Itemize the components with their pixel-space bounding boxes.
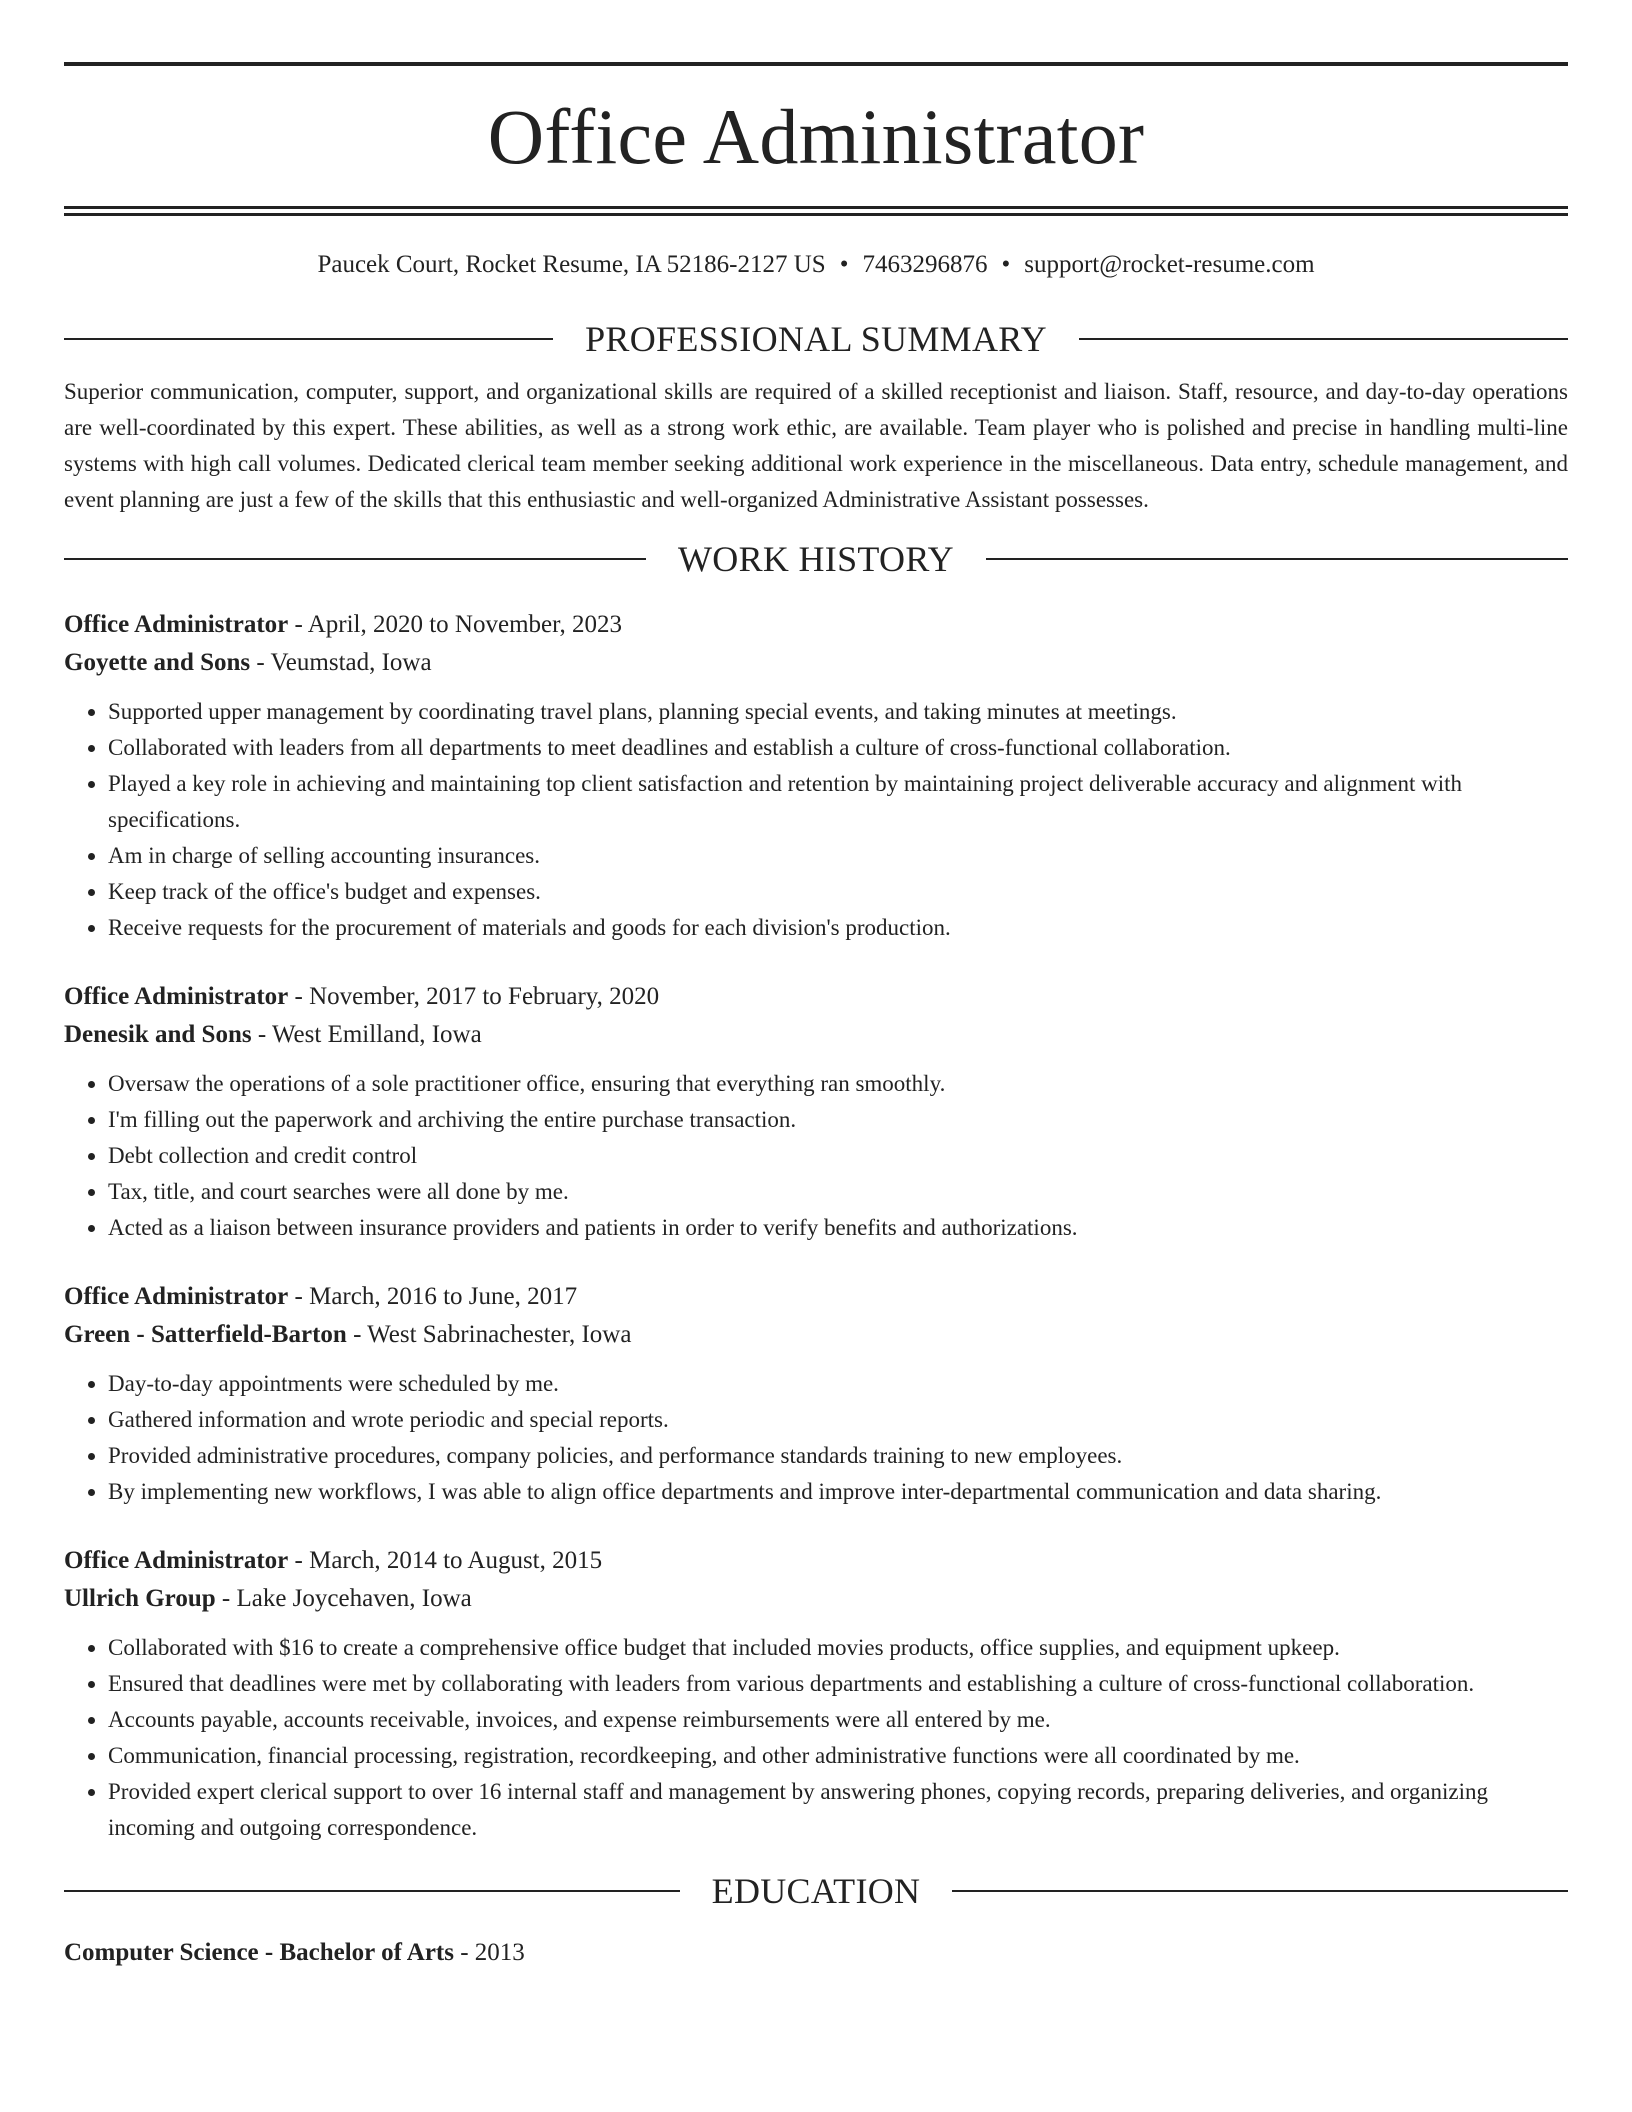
job-company-line	[64, 1580, 1568, 1618]
job-bullet: • I'm filling out the paperwork and archiving the entire purchase transaction.	[108, 1102, 1568, 1138]
job-bullet: • Collaborated with leaders from all departments to meet deadlines and establish a culture of cross-functional collaboration.	[108, 730, 1568, 766]
job-entry	[64, 1278, 1568, 1510]
job-company-line	[64, 1016, 1568, 1054]
job-entry	[64, 1542, 1568, 1846]
job-location: - West Emilland, Iowa	[251, 1021, 482, 1048]
heading-rule-right	[952, 1890, 1568, 1892]
job-bullet: • Gathered information and wrote periodic and special reports.	[108, 1402, 1568, 1438]
summary-text: Superior communication, computer, support, and organizational skills are required of a skilled receptionist and liaison. Staff, resource, and day-to-day operations are well-coordinated by this expert. These abilities, as well as a strong work ethic, are available. Team player who is polished and precise in handling multi-line systems with high call volumes. Dedicated clerical team member seeking additional work experience in the miscellaneous. Data entry, schedule management, and event planning are just a few of the skills that this enthusiastic and well-organized Administrative Assistant possesses.	[64, 379, 1568, 512]
job-company-line	[64, 1316, 1568, 1354]
job-title-line	[64, 978, 1568, 1016]
job-company: Green - Satterfield-Barton	[64, 1321, 347, 1348]
job-entry	[64, 978, 1568, 1246]
job-company: Denesik and Sons	[64, 1021, 252, 1048]
contact-separator: •	[1001, 251, 1011, 278]
job-bullet: • Debt collection and credit control	[108, 1138, 1568, 1174]
education-year: - 2013	[453, 1939, 525, 1966]
job-bullet: • Oversaw the operations of a sole practitioner office, ensuring that everything ran smoothly.	[108, 1066, 1568, 1102]
education-line	[64, 1934, 1568, 1972]
job-bullet-list	[64, 694, 1568, 946]
title-double-rule	[64, 206, 1568, 216]
heading-rule-right	[986, 558, 1568, 560]
section-heading-summary	[64, 318, 1568, 360]
job-title: Office Administrator	[64, 1283, 289, 1310]
job-location: - Veumstad, Iowa	[250, 649, 432, 676]
job-entry	[64, 606, 1568, 946]
contact-address: Paucek Court, Rocket Resume, IA 52186-2127 US	[317, 251, 826, 278]
job-title-line	[64, 1278, 1568, 1316]
job-location: - Lake Joycehaven, Iowa	[215, 1585, 472, 1612]
job-bullet-list	[64, 1630, 1568, 1846]
contact-phone: 7463296876	[862, 251, 988, 278]
job-bullet: • Accounts payable, accounts receivable, invoices, and expense reimbursements were all entered by me.	[108, 1702, 1568, 1738]
contact-line	[64, 250, 1568, 280]
job-location: - West Sabrinachester, Iowa	[346, 1321, 632, 1348]
job-dates: - April, 2020 to November, 2023	[288, 611, 622, 638]
job-dates: - November, 2017 to February, 2020	[288, 983, 660, 1010]
job-bullet: • Keep track of the office's budget and expenses.	[108, 874, 1568, 910]
job-company-line	[64, 644, 1568, 682]
section-heading-label: WORK HISTORY	[678, 539, 954, 579]
job-title: Office Administrator	[64, 983, 289, 1010]
job-bullet: • Am in charge of selling accounting insurances.	[108, 838, 1568, 874]
job-bullet-list	[64, 1366, 1568, 1510]
job-company: Ullrich Group	[64, 1585, 216, 1612]
heading-rule-left	[64, 558, 646, 560]
resume-title: Office Administrator	[487, 93, 1145, 180]
job-title-line	[64, 606, 1568, 644]
job-bullet: • Provided expert clerical support to over 16 internal staff and management by answering phones, copying records, preparing deliveries, and organizing incoming and outgoing correspondence.	[108, 1774, 1568, 1846]
job-bullet-list	[64, 1066, 1568, 1246]
job-bullet: • Collaborated with $16 to create a comprehensive office budget that included movies products, office supplies, and equipment upkeep.	[108, 1630, 1568, 1666]
job-bullet: • Ensured that deadlines were met by collaborating with leaders from various departments and establishing a culture of cross-functional collaboration.	[108, 1666, 1568, 1702]
job-bullet: • Receive requests for the procurement of materials and goods for each division's production.	[108, 910, 1568, 946]
job-bullet: • Acted as a liaison between insurance providers and patients in order to verify benefits and authorizations.	[108, 1210, 1568, 1246]
heading-rule-left	[64, 338, 553, 340]
job-title: Office Administrator	[64, 611, 289, 638]
heading-rule-left	[64, 1890, 680, 1892]
section-heading-education	[64, 1870, 1568, 1912]
section-heading-label: PROFESSIONAL SUMMARY	[585, 319, 1047, 359]
contact-separator: •	[839, 251, 849, 278]
job-title: Office Administrator	[64, 1547, 289, 1574]
job-title-line	[64, 1542, 1568, 1580]
heading-rule-right	[1079, 338, 1568, 340]
job-bullet: • Tax, title, and court searches were all done by me.	[108, 1174, 1568, 1210]
job-bullet: • Day-to-day appointments were scheduled by me.	[108, 1366, 1568, 1402]
education-degree: Computer Science - Bachelor of Arts	[64, 1939, 454, 1966]
job-bullet: • Communication, financial processing, registration, recordkeeping, and other administrative functions were all coordinated by me.	[108, 1738, 1568, 1774]
job-dates: - March, 2016 to June, 2017	[288, 1283, 578, 1310]
contact-email: support@rocket-resume.com	[1024, 251, 1315, 278]
job-dates: - March, 2014 to August, 2015	[288, 1547, 603, 1574]
job-bullet: • Supported upper management by coordinating travel plans, planning special events, and taking minutes at meetings.	[108, 694, 1568, 730]
section-heading-label: EDUCATION	[711, 1871, 921, 1911]
job-bullet: • Played a key role in achieving and maintaining top client satisfaction and retention by maintaining project deliverable accuracy and alignment with specifications.	[108, 766, 1568, 838]
job-bullet: • Provided administrative procedures, company policies, and performance standards training to new employees.	[108, 1438, 1568, 1474]
section-heading-work-history	[64, 538, 1568, 580]
job-bullet: • By implementing new workflows, I was able to align office departments and improve inter-departmental communication and data sharing.	[108, 1474, 1568, 1510]
job-company: Goyette and Sons	[64, 649, 251, 676]
education-entry	[64, 1934, 1568, 1972]
top-rule	[64, 62, 1568, 66]
